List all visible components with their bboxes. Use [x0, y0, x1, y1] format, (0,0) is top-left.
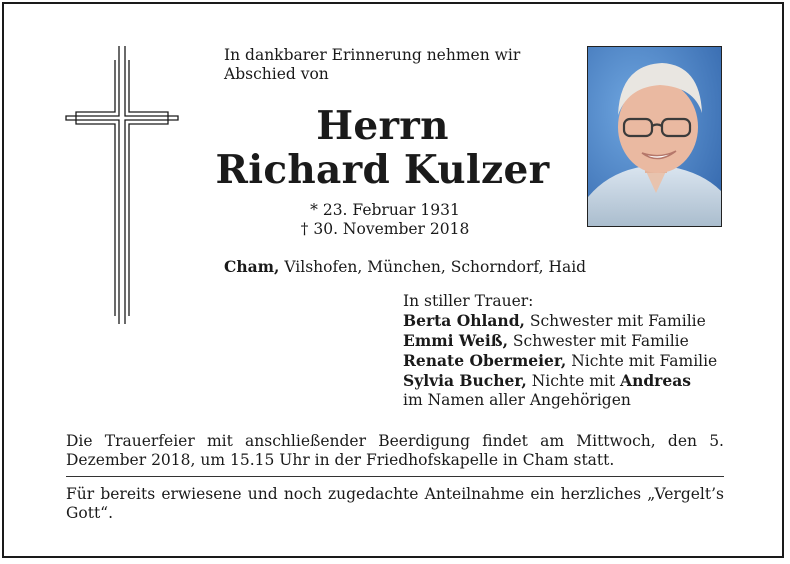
life-dates [240, 201, 530, 239]
mourner-relation: Schwester mit Familie [507, 332, 689, 350]
mourner-line [403, 331, 748, 351]
mourner-name: Emmi Weiß, [403, 331, 508, 350]
place-others: Vilshofen, München, Schorndorf, Haid [279, 258, 587, 276]
divider-line [66, 476, 724, 477]
mourning-intro: In stiller Trauer: [403, 292, 534, 310]
mourning-close: im Namen aller Angehörigen [403, 391, 631, 409]
mourner-line [403, 351, 748, 371]
mourners-block [403, 292, 748, 410]
mourner-relation: Schwester mit Familie [524, 312, 706, 330]
place-main: Cham, [224, 257, 280, 276]
portrait-photo [587, 46, 722, 227]
mourner-line [403, 371, 748, 391]
deceased-honorific: Herrn [316, 103, 449, 149]
mourner-extra: Andreas [620, 371, 691, 390]
funeral-notice: Die Trauerfeier mit anschließender Beerdigung findet am Mittwoch, den 5. Dezember 2018, um 15.15 Uhr in der Friedhofskapelle in Cham statt. [66, 432, 724, 469]
double-line-cross-icon [64, 46, 180, 324]
intro-text: In dankbarer Erinnerung nehmen wir Abschied von [224, 46, 521, 83]
deceased-name: Richard Kulzer [215, 147, 550, 193]
thanks-notice: Für bereits erwiesene und noch zugedachte Anteilnahme ein herzliches „Vergelt’s Gott“. [66, 485, 724, 522]
death-date: † 30. November 2018 [300, 220, 470, 238]
mourner-relation: Nichte mit Familie [566, 352, 718, 370]
mourner-name: Sylvia Bucher, [403, 371, 527, 390]
mourner-name: Berta Ohland, [403, 311, 525, 330]
mourner-line [403, 311, 748, 331]
places-line [224, 257, 664, 277]
mourner-relation: Nichte mit [526, 372, 621, 390]
birth-date: * 23. Februar 1931 [310, 201, 460, 219]
mourner-name: Renate Obermeier, [403, 351, 567, 370]
